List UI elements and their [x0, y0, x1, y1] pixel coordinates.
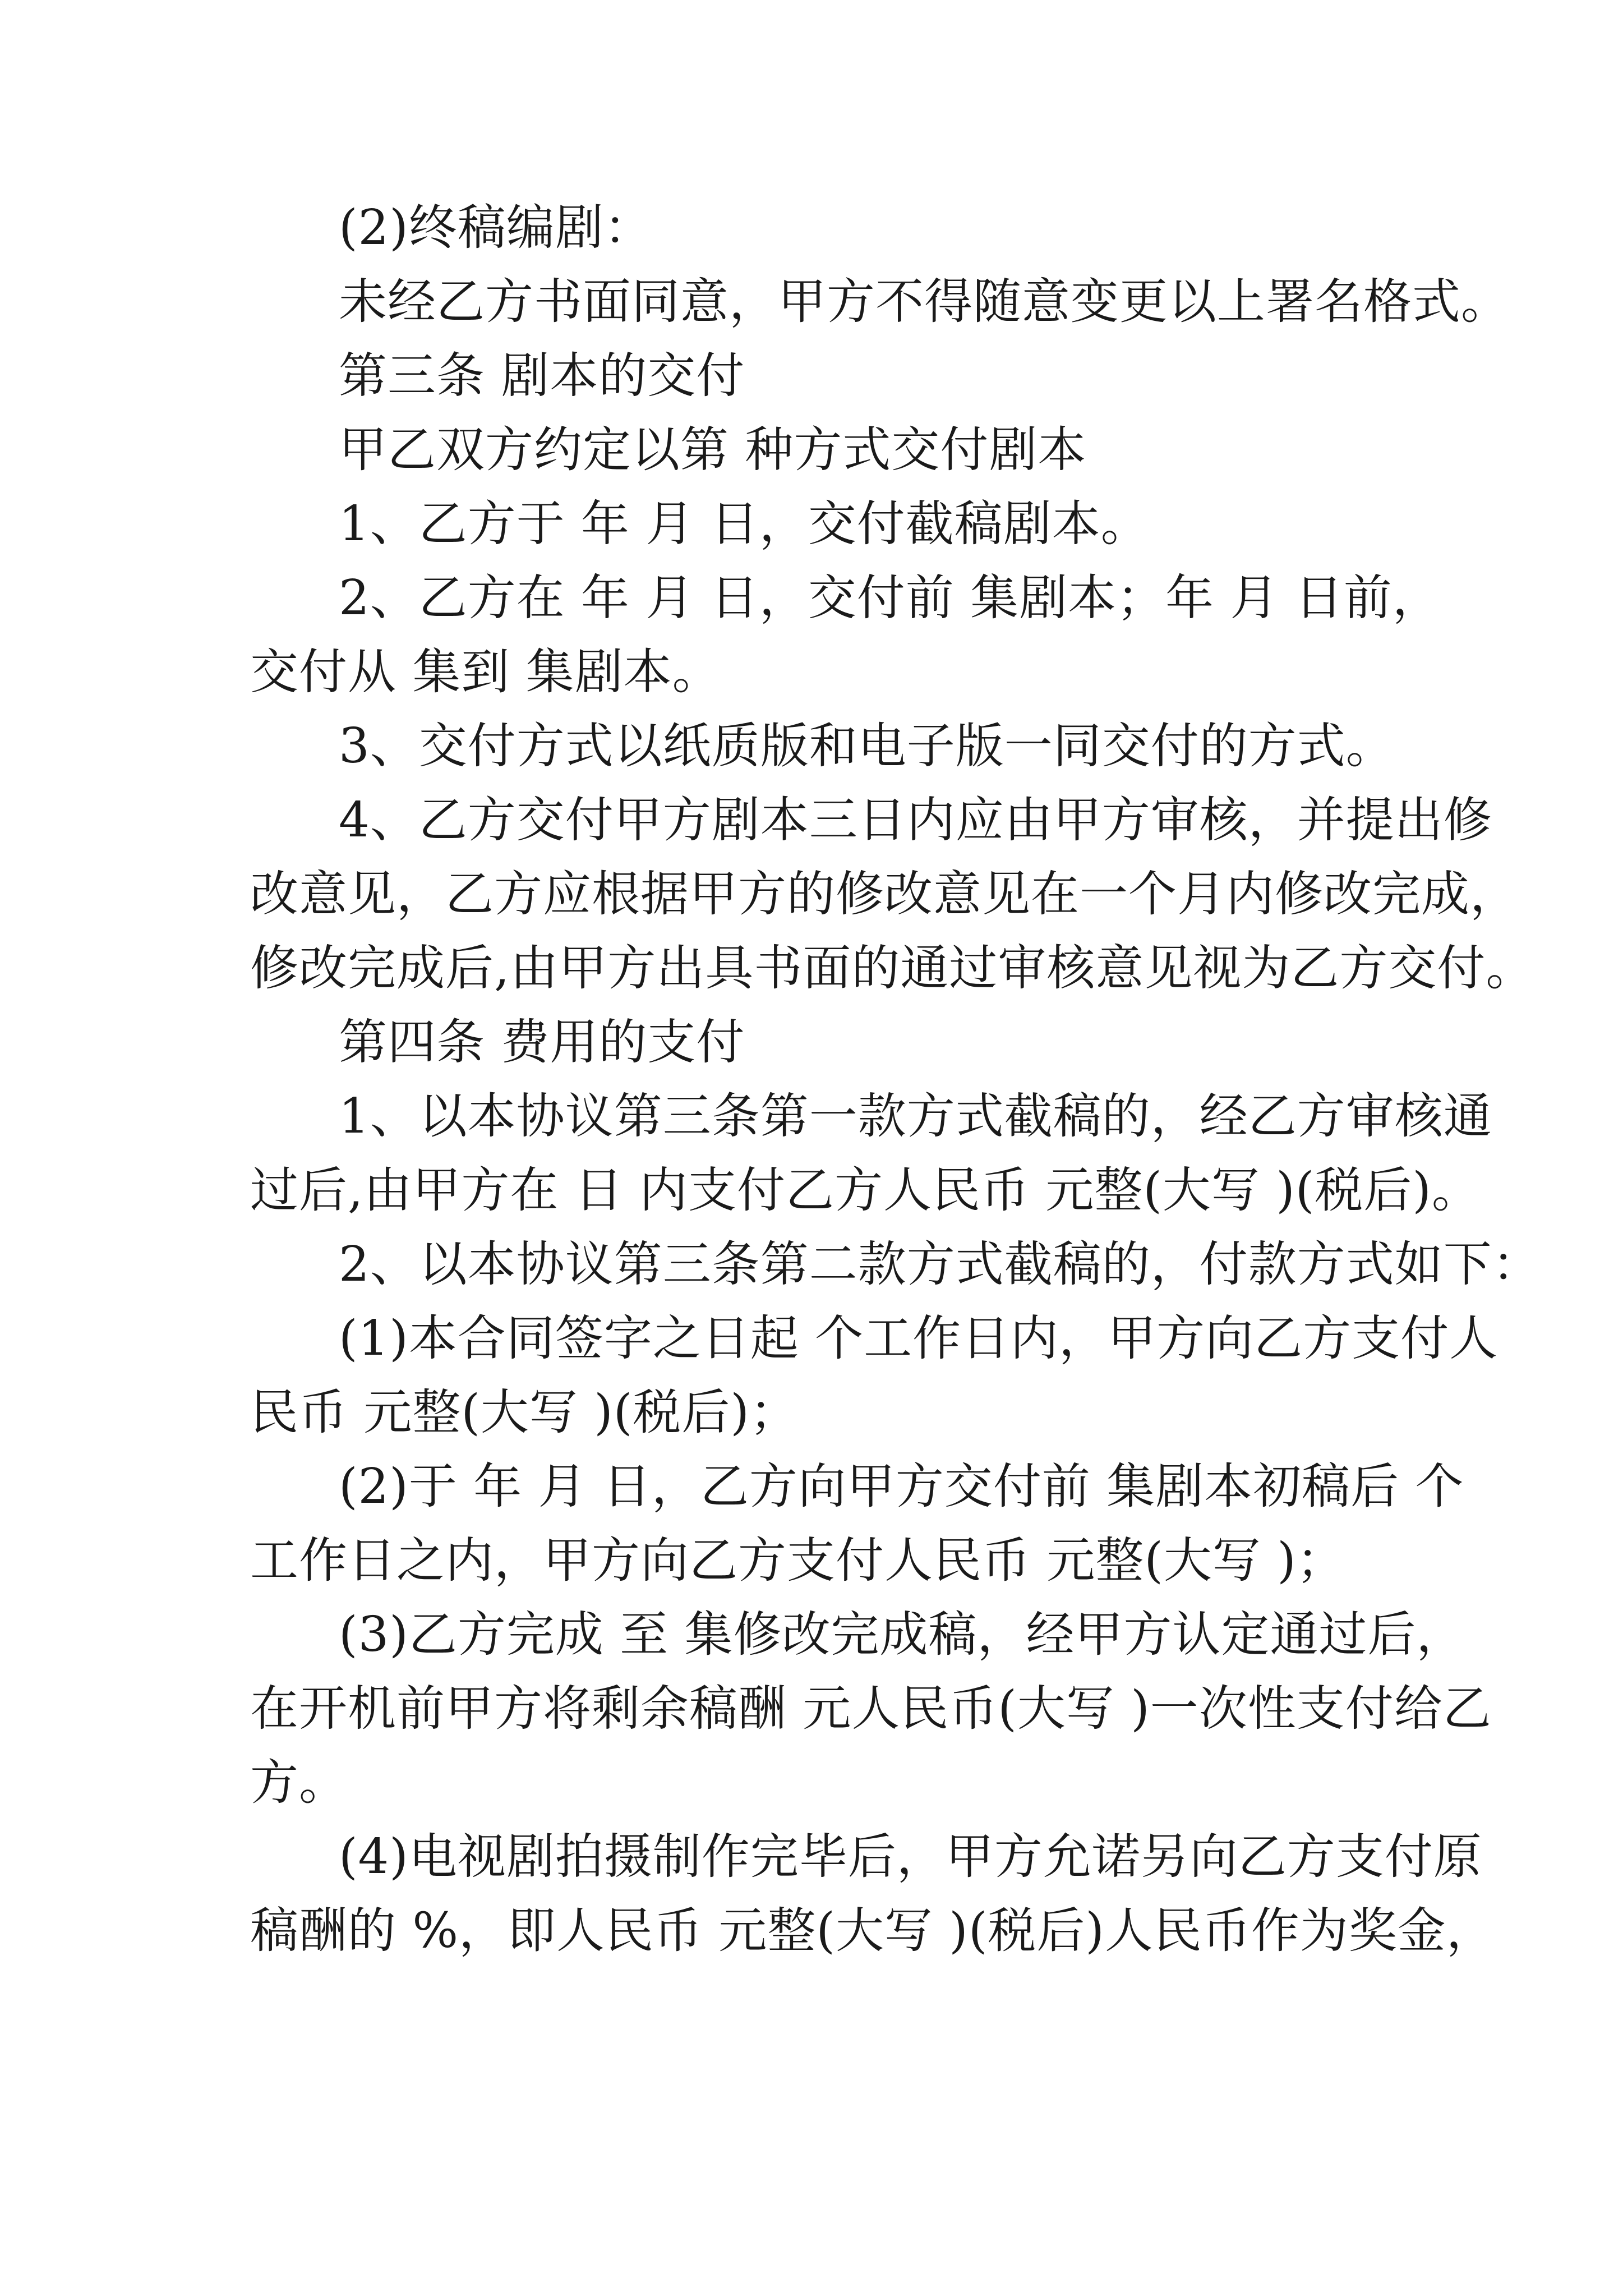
text-line: (4)电视剧拍摄制作完毕后，甲方允诺另向乙方支付原 — [339, 1829, 1482, 1885]
text-line: 稿酬的 %，即人民币 元整(大写 )(税后)人民币作为奖金， — [250, 1903, 1495, 1959]
section-heading: 第四条 费用的支付 — [339, 1014, 745, 1070]
text-line: (2)终稿编剧： — [339, 200, 653, 256]
section-heading: 第三条 剧本的交付 — [339, 348, 745, 404]
text-line: 交付从 集到 集剧本。 — [250, 644, 721, 700]
text-line: 工作日之内，甲方向乙方支付人民币 元整(大写 )； — [250, 1533, 1345, 1589]
text-line: (3)乙方完成 至 集修改完成稿，经甲方认定通过后， — [339, 1607, 1465, 1663]
text-line: 改意见，乙方应根据甲方的修改意见在一个月内修改完成， — [250, 866, 1519, 922]
text-line: 过后,由甲方在 日 内支付乙方人民币 元整(大写 )(税后)。 — [250, 1162, 1481, 1218]
text-line: 甲乙双方约定以第 种方式交付剧本 — [339, 422, 1087, 478]
text-line: 3、交付方式以纸质版和电子版一同交付的方式。 — [339, 718, 1395, 774]
text-line: (2)于 年 月 日，乙方向甲方交付前 集剧本初稿后 个 — [339, 1458, 1464, 1515]
text-line: 在开机前甲方将剩余稿酬 元人民币(大写 )一次性支付给乙 — [250, 1681, 1492, 1737]
text-line: 未经乙方书面同意，甲方不得随意变更以上署名格式。 — [339, 274, 1510, 330]
text-line: 1、乙方于 年 月 日，交付截稿剧本。 — [339, 496, 1150, 552]
document-body — [250, 191, 1541, 1968]
text-line: 1、以本协议第三条第一款方式截稿的，经乙方审核通 — [339, 1088, 1492, 1144]
text-line: 4、乙方交付甲方剧本三日内应由甲方审核，并提出修 — [339, 792, 1492, 848]
text-line: 2、以本协议第三条第二款方式截稿的，付款方式如下： — [339, 1236, 1541, 1292]
text-line: 方。 — [250, 1755, 348, 1811]
text-line: (1)本合同签字之日起 个工作日内，甲方向乙方支付人 — [339, 1310, 1498, 1366]
text-line: 民币 元整(大写 )(税后)； — [250, 1384, 799, 1441]
text-line: 修改完成后,由甲方出具书面的通过审核意见视为乙方交付。 — [250, 940, 1535, 996]
text-line: 2、乙方在 年 月 日，交付前 集剧本；年 月 日前， — [339, 570, 1441, 626]
